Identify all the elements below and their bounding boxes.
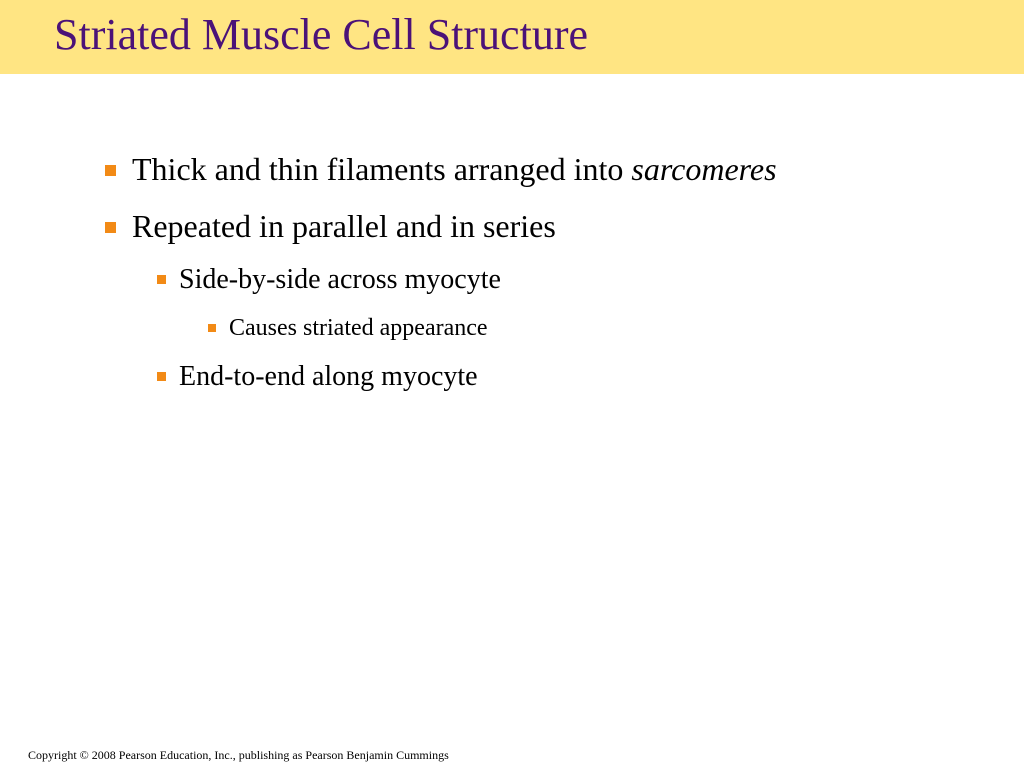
sub-sub-bullet-item — [208, 315, 488, 341]
square-bullet-icon — [208, 324, 216, 332]
square-bullet-icon — [157, 372, 166, 381]
bullet-item — [105, 209, 556, 244]
sub-bullet-item — [157, 265, 501, 296]
square-bullet-icon — [105, 165, 116, 176]
square-bullet-icon — [105, 222, 116, 233]
square-bullet-icon — [157, 275, 166, 284]
bullet-text: Repeated in parallel and in series — [132, 208, 556, 244]
copyright-footer: Copyright © 2008 Pearson Education, Inc., publishing as Pearson Benjamin Cummings — [28, 748, 449, 762]
bullet-text: Causes striated appearance — [229, 315, 488, 341]
slide-title: Striated Muscle Cell Structure — [54, 10, 588, 59]
emphasis-text: sarcomeres — [631, 151, 777, 187]
bullet-text: Thick and thin filaments arranged into sarcomeres — [132, 151, 777, 187]
bullet-text: End-to-end along myocyte — [179, 361, 478, 392]
bullet-text: Side-by-side across myocyte — [179, 264, 501, 295]
bullet-item — [105, 152, 777, 187]
sub-bullet-item — [157, 362, 478, 393]
